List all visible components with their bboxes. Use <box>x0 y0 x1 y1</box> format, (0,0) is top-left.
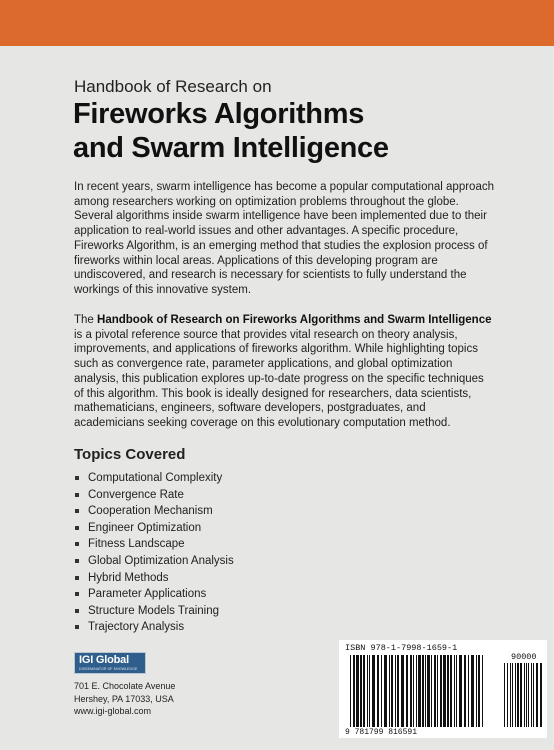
book-subtitle: Handbook of Research on <box>74 77 272 96</box>
book-title <box>73 97 389 165</box>
topic-label: Engineer Optimization <box>88 521 202 534</box>
barcode-addon-number: 90000 <box>511 652 537 662</box>
bullet-icon <box>75 476 79 480</box>
barcode-bar <box>425 655 426 727</box>
topic-item <box>74 603 234 620</box>
barcode-bar <box>540 663 542 727</box>
barcode-bar <box>397 655 399 727</box>
logo-wordmark: IGI Global <box>79 654 129 666</box>
barcode-bar <box>401 655 404 727</box>
bullet-icon <box>75 509 79 513</box>
topic-label: Fitness Landscape <box>88 538 185 551</box>
topic-label: Computational Complexity <box>88 472 223 484</box>
topic-label: Global Optimization Analysis <box>88 554 234 567</box>
bullet-icon <box>75 609 79 613</box>
barcode-bar <box>443 655 446 727</box>
barcode-bar <box>437 655 438 727</box>
barcode-bars <box>350 655 486 729</box>
bullet-icon <box>75 625 79 629</box>
barcode-bar <box>459 655 462 727</box>
topic-item <box>74 487 234 504</box>
barcode-bar <box>440 655 442 727</box>
barcode-bar <box>504 663 505 727</box>
barcode-bar <box>350 655 351 727</box>
paragraph-2-body: is a pivotal reference source that provides vital research on theory analysis, improvements, and applications of fireworks algorithm. While highlighting topics such as convergence rate, parameter applications, and global optimization analysis, this publication explores up-to-date progress on the specific techniques of this algorithm. This book is ideally designed for researchers, data scientists, mathematicians, engineers, software developers, postgraduates, and academicians seeking coverage on this evolutionary computation method. <box>74 328 484 429</box>
address-line-1: 701 E. Chocolate Avenue <box>74 681 176 691</box>
barcode-bar <box>533 663 534 727</box>
topic-label: Cooperation Mechanism <box>88 505 213 518</box>
bullet-icon <box>75 493 79 497</box>
barcode-bar <box>372 655 375 727</box>
barcode-bar <box>431 655 432 727</box>
publisher-website: www.igi-global.com <box>74 706 152 716</box>
barcode-bar <box>391 655 393 727</box>
topic-item <box>74 503 234 520</box>
topic-label: Convergence Rate <box>88 488 184 501</box>
topic-item <box>74 586 234 603</box>
description-paragraph-2 <box>74 313 494 431</box>
title-line-2: and Swarm Intelligence <box>73 132 389 164</box>
barcode-bar <box>406 655 408 727</box>
description-paragraph-1: In recent years, swarm intelligence has become a popular computational approach among researchers working on optimization problems throughout the globe. Several algorithms inside swarm intelligence have been implemented due to their application to real-world issues and other advantages. A specific procedure, Fireworks Algorithm, is an emerging method that studies the explosion process of fireworks within local areas. Applications of this developing program are undiscovered, and research is necessary for scientists to fully understand the workings of this innovative system. <box>74 181 494 296</box>
paragraph-2-book-title: Handbook of Research on Fireworks Algorithms and Swarm Intelligence <box>97 314 492 326</box>
topic-item <box>74 520 234 537</box>
topic-item <box>74 553 234 570</box>
barcode-bar <box>353 655 355 727</box>
barcode-bar <box>524 663 525 727</box>
isbn-text: ISBN 978-1-7998-1659-1 <box>345 643 458 653</box>
logo-badge <box>74 652 146 674</box>
barcode-bar <box>381 655 382 727</box>
barcode-bar <box>447 655 449 727</box>
barcode-bar <box>476 655 477 727</box>
barcode-bar <box>526 663 527 727</box>
barcode-bar <box>536 663 538 727</box>
publisher-address <box>74 680 175 718</box>
barcode-bar <box>422 655 424 727</box>
barcode-bar <box>454 655 455 727</box>
bullet-icon <box>75 576 79 580</box>
barcode-bar <box>363 655 365 727</box>
barcode-bar <box>507 663 508 727</box>
barcode-bar <box>427 655 430 727</box>
barcode-bar <box>471 655 474 727</box>
barcode-number: 9 781799 816591 <box>345 728 418 737</box>
barcode-bar <box>356 655 359 727</box>
barcode-bar <box>520 663 522 727</box>
barcode-bar <box>468 655 469 727</box>
barcode-bar <box>456 655 457 727</box>
topic-item <box>74 570 234 587</box>
barcode-bar <box>478 655 480 727</box>
barcode-bar <box>410 655 412 727</box>
topic-item <box>74 470 234 487</box>
logo-tagline: DISSEMINATOR OF KNOWLEDGE <box>79 667 138 671</box>
topic-label: Structure Models Training <box>88 604 220 617</box>
publisher-logo <box>74 652 160 676</box>
barcode-bar <box>517 663 519 727</box>
bullet-icon <box>75 559 79 563</box>
paragraph-2-prefix: The <box>74 314 98 326</box>
barcode-bar <box>515 663 516 727</box>
topic-item <box>74 536 234 553</box>
bullet-icon <box>75 526 79 530</box>
topics-heading: Topics Covered <box>74 446 186 463</box>
barcode-bar <box>395 655 396 727</box>
barcode-bar <box>464 655 466 727</box>
barcode-bar <box>377 655 379 727</box>
barcode-bar <box>512 663 513 727</box>
topic-item <box>74 619 234 636</box>
barcode-addon-bars <box>504 663 544 729</box>
top-accent-band <box>0 0 554 46</box>
topic-label: Trajectory Analysis <box>88 621 185 634</box>
barcode-bar <box>450 655 452 727</box>
topic-label: Hybrid Methods <box>88 571 169 584</box>
barcode-bar <box>418 655 421 727</box>
barcode-bar <box>360 655 362 727</box>
barcode-bar <box>510 663 511 727</box>
barcode-bar <box>482 655 483 727</box>
address-line-2: Hershey, PA 17033, USA <box>74 693 174 704</box>
barcode-bar <box>389 655 390 727</box>
title-line-1: Fireworks Algorithms <box>73 98 365 130</box>
barcode-bar <box>416 655 417 727</box>
topics-list <box>74 470 234 636</box>
barcode-bar <box>384 655 387 727</box>
barcode-bar <box>413 655 414 727</box>
barcode-bar <box>528 663 529 727</box>
bullet-icon <box>75 592 79 596</box>
bullet-icon <box>75 542 79 546</box>
barcode-bar <box>531 663 532 727</box>
topic-label: Parameter Applications <box>88 588 207 601</box>
barcode-bar <box>367 655 368 727</box>
barcode-bar <box>434 655 436 727</box>
barcode-bar <box>369 655 370 727</box>
